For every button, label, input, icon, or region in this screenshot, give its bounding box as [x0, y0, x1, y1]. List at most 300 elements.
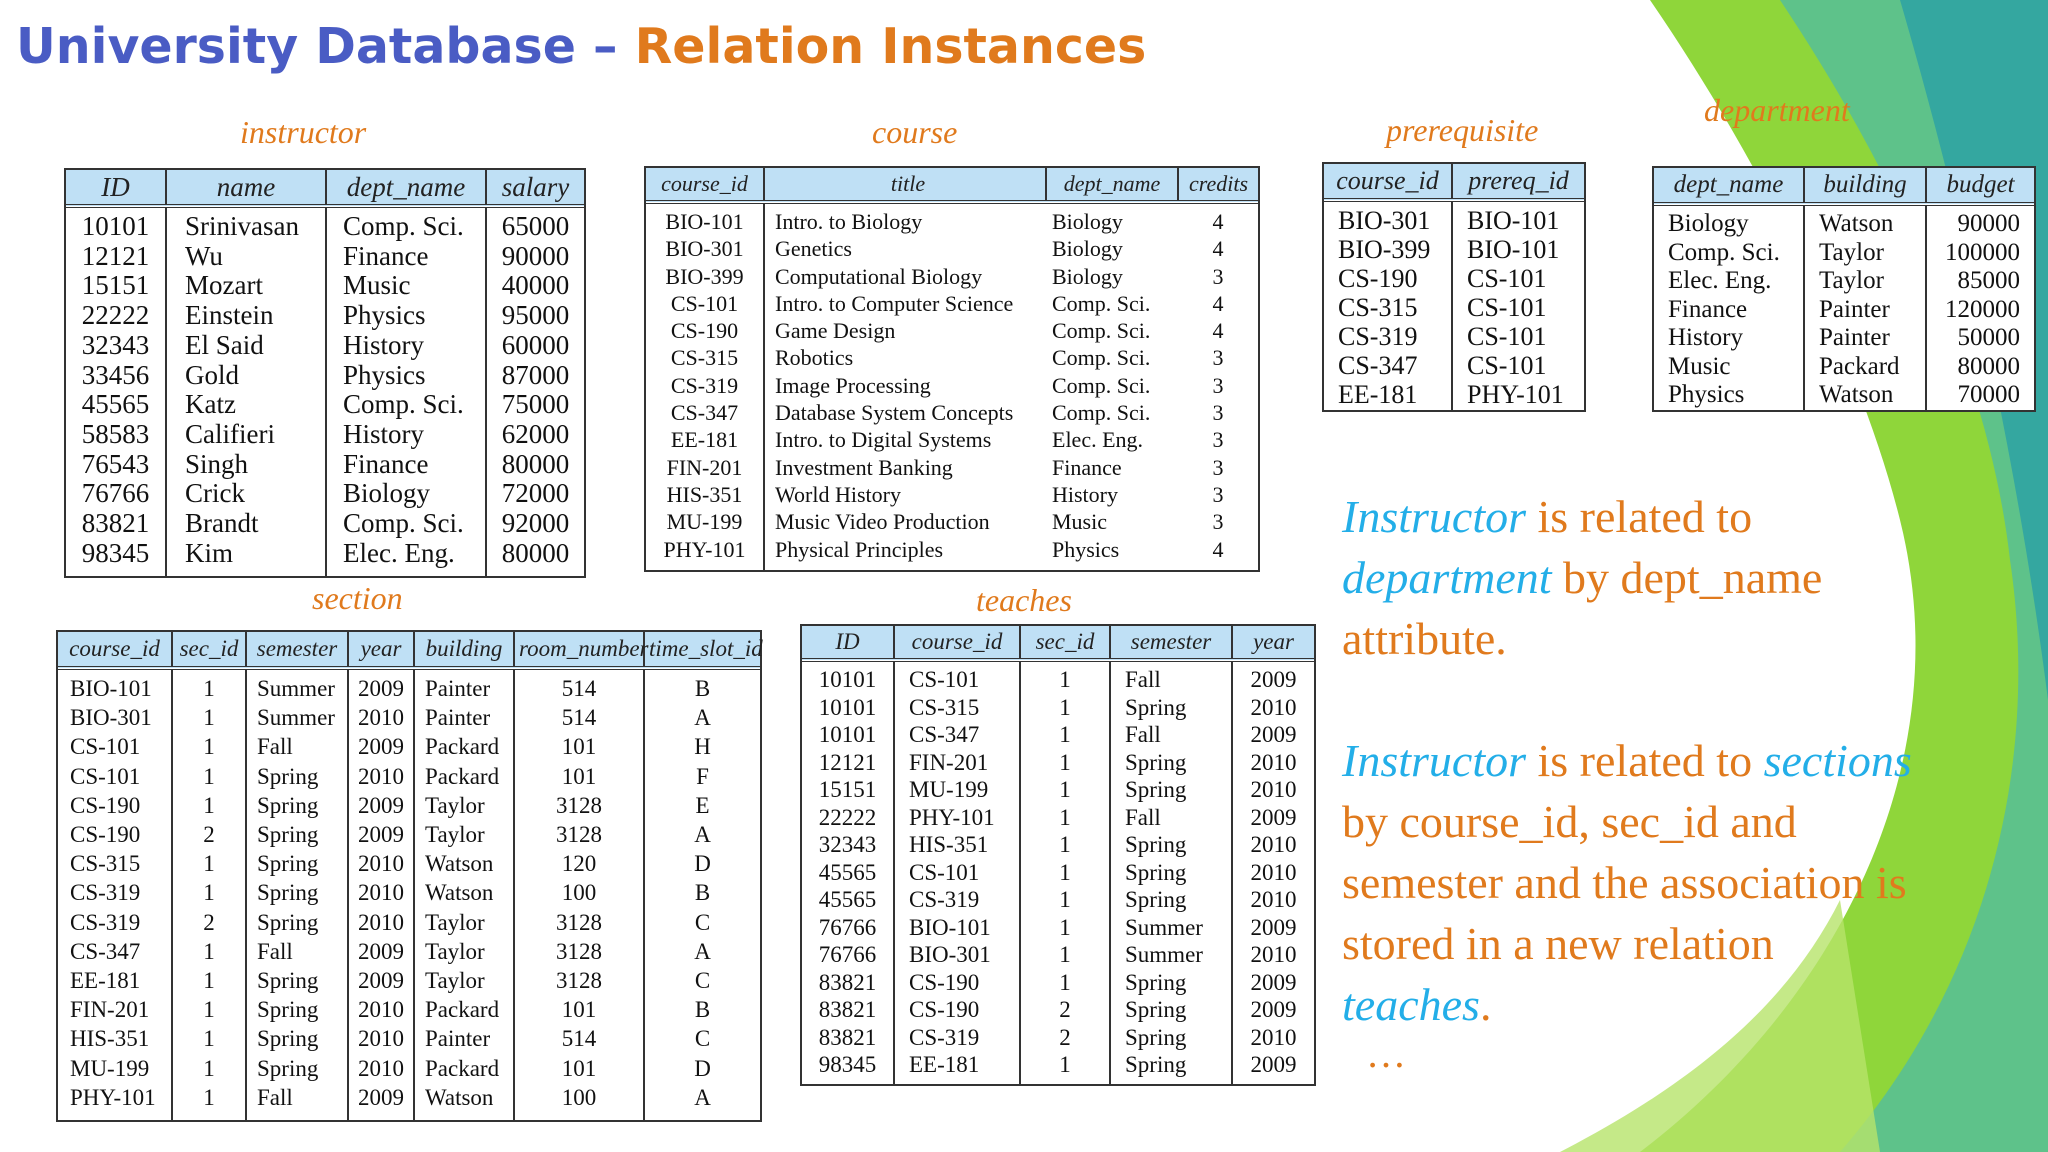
title-part-2: Relation Instances — [634, 18, 1147, 75]
cell: 90000 — [501, 240, 570, 271]
cell: 4 — [1212, 290, 1224, 316]
cell: 33456 — [81, 359, 150, 390]
cell: 1 — [203, 763, 215, 789]
cell: Spring — [257, 822, 319, 848]
cell: Finance — [343, 240, 429, 271]
cell: CS-315 — [1338, 293, 1418, 322]
cell: Fall — [1125, 667, 1161, 692]
prerequisite-table — [1322, 162, 1586, 412]
cell: 3 — [1212, 454, 1224, 480]
note-text: . — [1479, 979, 1492, 1030]
cell: CS-101 — [1467, 264, 1547, 293]
cell: 10101 — [818, 667, 877, 692]
cell: Packard — [1819, 352, 1900, 380]
cell: 1 — [203, 676, 215, 701]
cell: 2009 — [1250, 997, 1297, 1022]
cell: PHY-101 — [909, 804, 995, 830]
cell: 90000 — [1957, 210, 2020, 237]
cell: CS-190 — [670, 318, 739, 344]
cell: 80000 — [501, 537, 570, 568]
cell: 22222 — [81, 300, 150, 331]
cell: 2009 — [358, 822, 404, 848]
cell: CS-101 — [1467, 293, 1547, 322]
ellipsis: … — [1366, 1031, 1410, 1076]
cell: Brandt — [185, 508, 259, 539]
cell: Elec. Eng. — [343, 537, 455, 568]
cell: 101 — [561, 734, 597, 760]
cell: Intro. to Computer Science — [775, 290, 1014, 316]
cell: CS-347 — [670, 400, 739, 426]
cell: Comp. Sci. — [1052, 372, 1151, 398]
cell: Srinivasan — [185, 211, 299, 241]
course-header-title: title — [764, 168, 1046, 202]
cell: Spring — [257, 1026, 319, 1052]
section-table — [56, 630, 762, 1122]
cell: CS-190 — [70, 792, 141, 818]
cell: BIO-301 — [909, 942, 991, 967]
cell: Elec. Eng. — [1052, 427, 1144, 453]
cell: 2009 — [358, 968, 404, 994]
cell: 3 — [1212, 263, 1224, 289]
cell: EE-181 — [1338, 380, 1418, 409]
teaches-header-course-id: course_id — [894, 626, 1020, 660]
cell: 2 — [203, 822, 215, 848]
cell: CS-347 — [909, 722, 980, 747]
cell: 2009 — [358, 734, 404, 760]
cell: Packard — [425, 763, 500, 789]
table-row — [1654, 204, 2034, 410]
cell: Spring — [1125, 969, 1187, 995]
cell: Painter — [425, 705, 491, 731]
cell: Gold — [185, 359, 239, 390]
note-highlight: sections — [1763, 735, 1912, 786]
section-header-time-slot-id: time_slot_id — [644, 632, 760, 668]
cell: Taylor — [1819, 267, 1884, 294]
cell: Painter — [1819, 295, 1890, 323]
cell: Crick — [185, 478, 245, 509]
cell: 98345 — [818, 1052, 877, 1077]
cell: Physics — [1052, 536, 1120, 562]
instructor-header-id: ID — [66, 170, 166, 206]
note-highlight: Instructor — [1342, 491, 1526, 542]
cell: Physics — [343, 300, 426, 331]
cell: Summer — [1125, 942, 1203, 967]
cell: 1 — [1059, 1052, 1071, 1077]
course-header-credits: credits — [1178, 168, 1258, 202]
cell: 1 — [203, 997, 215, 1023]
cell: 10101 — [818, 694, 877, 720]
cell: CS-319 — [1338, 322, 1418, 351]
cell: Biology — [1052, 209, 1123, 234]
cell: CS-190 — [70, 822, 141, 848]
cell: 32343 — [818, 832, 877, 857]
cell: History — [1052, 481, 1118, 507]
cell: 1 — [1059, 914, 1071, 940]
cell: 3 — [1212, 345, 1224, 371]
cell: 22222 — [818, 804, 877, 830]
cell: 10101 — [818, 722, 877, 747]
prerequisite-caption: prerequisite — [1386, 112, 1539, 148]
cell: 76543 — [81, 448, 150, 479]
cell: Spring — [257, 792, 319, 818]
cell: HIS-351 — [70, 1026, 150, 1052]
cell: Taylor — [425, 822, 485, 848]
cell: 3 — [1212, 509, 1224, 535]
cell: 514 — [561, 1026, 597, 1052]
cell: C — [694, 1026, 711, 1052]
cell: 1 — [1059, 887, 1071, 912]
cell: 15151 — [81, 270, 150, 301]
cell: HIS-351 — [666, 481, 743, 507]
cell: El Said — [185, 329, 264, 360]
cell: 83821 — [818, 997, 877, 1022]
course-caption: course — [872, 114, 958, 150]
cell: 1 — [1059, 832, 1071, 857]
table-row — [1324, 200, 1584, 410]
cell: MU-199 — [666, 509, 743, 535]
cell: Physical Principles — [775, 536, 944, 562]
cell: History — [343, 329, 424, 360]
note-text: attribute. — [1342, 613, 1507, 664]
cell: Spring — [1125, 749, 1187, 775]
cell: Biology — [1052, 263, 1123, 289]
cell: 1 — [203, 734, 215, 760]
note-text: by dept_name — [1551, 552, 1823, 603]
cell: 3 — [1212, 481, 1224, 507]
cell: 120 — [561, 851, 597, 877]
cell: 1 — [1059, 694, 1071, 720]
cell: Painter — [425, 1026, 491, 1052]
cell: EE-181 — [670, 427, 739, 453]
cell: Intro. to Digital Systems — [775, 427, 992, 453]
cell: 40000 — [501, 270, 570, 301]
note-highlight: Instructor — [1342, 735, 1526, 786]
cell: CS-315 — [909, 694, 980, 720]
cell: Fall — [257, 1084, 293, 1110]
cell: 1 — [203, 880, 215, 906]
cell: 1 — [1059, 722, 1071, 747]
cell: 514 — [561, 705, 597, 731]
cell: 3 — [1212, 400, 1224, 426]
cell: Finance — [1052, 454, 1122, 480]
cell: 120000 — [1945, 295, 2020, 323]
cell: 1 — [203, 1026, 215, 1052]
cell: F — [696, 763, 709, 789]
cell: Fall — [1125, 722, 1161, 747]
cell: BIO-301 — [70, 705, 152, 731]
cell: 50000 — [1957, 324, 2020, 351]
department-header-dept-name: dept_name — [1654, 168, 1804, 204]
cell: 1 — [1059, 942, 1071, 967]
cell: CS-101 — [909, 859, 980, 885]
cell: 1 — [203, 938, 215, 964]
cell: CS-319 — [70, 909, 141, 935]
cell: Comp. Sci. — [343, 211, 464, 241]
note-highlight: department — [1342, 552, 1552, 603]
cell: Spring — [1125, 887, 1187, 912]
cell: 2009 — [1250, 969, 1297, 995]
cell: 58583 — [81, 418, 150, 449]
cell: Biology — [1668, 210, 1749, 237]
cell: 60000 — [501, 329, 570, 360]
cell: Mozart — [185, 270, 263, 301]
cell: BIO-399 — [665, 263, 744, 289]
cell: HIS-351 — [909, 832, 989, 857]
cell: 2010 — [1250, 694, 1297, 720]
cell: Robotics — [775, 345, 854, 371]
department-header-budget: budget — [1926, 168, 2034, 204]
cell: Biology — [343, 478, 431, 509]
cell: Comp. Sci. — [1052, 290, 1151, 316]
instructor-table — [64, 168, 586, 578]
cell: Califieri — [185, 418, 275, 449]
cell: Taylor — [425, 968, 485, 994]
cell: 1 — [203, 705, 215, 731]
cell: C — [694, 909, 711, 935]
cell: FIN-201 — [909, 749, 989, 775]
cell: Painter — [425, 676, 491, 701]
cell: 72000 — [501, 478, 570, 509]
cell: CS-101 — [909, 667, 980, 692]
cell: Taylor — [425, 909, 485, 935]
cell: Physics — [1668, 381, 1745, 408]
section-header-year: year — [348, 632, 414, 668]
cell: EE-181 — [909, 1052, 980, 1077]
cell: Genetics — [775, 236, 852, 262]
cell: 2010 — [1250, 777, 1297, 802]
cell: A — [694, 1084, 711, 1110]
cell: 45565 — [818, 859, 877, 885]
cell: 1 — [203, 792, 215, 818]
cell: D — [694, 1055, 711, 1081]
instructor-caption: instructor — [240, 114, 367, 150]
cell: CS-319 — [670, 372, 739, 398]
cell: History — [343, 418, 424, 449]
cell: Music Video Production — [775, 509, 990, 535]
cell: BIO-101 — [909, 914, 991, 940]
page-title — [16, 18, 1146, 75]
cell: 98345 — [81, 537, 150, 568]
cell: Game Design — [775, 318, 896, 344]
cell: CS-347 — [1338, 351, 1418, 380]
cell: 3128 — [556, 792, 602, 818]
note-teaches-relation — [1342, 730, 1912, 1035]
cell: CS-101 — [1467, 351, 1547, 380]
cell: 2009 — [1250, 804, 1297, 830]
cell: 83821 — [81, 508, 150, 539]
cell: CS-101 — [1467, 322, 1547, 351]
section-header-building: building — [414, 632, 514, 668]
cell: Biology — [1052, 236, 1123, 262]
cell: 12121 — [81, 240, 150, 271]
cell: Einstein — [185, 300, 274, 331]
cell: 100 — [561, 1084, 597, 1110]
cell: 2010 — [1250, 887, 1297, 912]
cell: 101 — [561, 1055, 597, 1081]
cell: C — [694, 968, 711, 994]
teaches-header-semester: semester — [1110, 626, 1232, 660]
cell: CS-315 — [70, 851, 141, 877]
cell: A — [694, 938, 711, 964]
note-text: stored in a new relation — [1342, 918, 1774, 969]
section-header-room-number: room_number — [514, 632, 644, 668]
cell: Computational Biology — [775, 263, 983, 289]
note-department-relation — [1342, 486, 1822, 669]
cell: 1 — [203, 968, 215, 994]
cell: BIO-301 — [665, 236, 744, 262]
cell: 83821 — [818, 969, 877, 995]
cell: Taylor — [425, 792, 485, 818]
cell: E — [695, 792, 710, 818]
cell: 1 — [203, 1084, 215, 1110]
cell: BIO-101 — [665, 209, 744, 234]
cell: Spring — [1125, 1052, 1187, 1077]
cell: BIO-101 — [1467, 206, 1560, 235]
cell: Packard — [425, 1055, 500, 1081]
cell: 2009 — [358, 792, 404, 818]
cell: Music — [343, 270, 411, 301]
table-row — [802, 660, 1314, 1084]
note-text: by course_id, sec_id and — [1342, 796, 1797, 847]
cell: 80000 — [1957, 352, 2020, 380]
cell: Fall — [257, 938, 293, 964]
cell: Comp. Sci. — [1052, 318, 1151, 344]
cell: B — [694, 880, 711, 906]
cell: 2010 — [1250, 859, 1297, 885]
cell: CS-101 — [670, 290, 739, 316]
cell: B — [694, 676, 711, 701]
cell: BIO-101 — [1467, 235, 1560, 264]
cell: 3 — [1212, 372, 1224, 398]
cell: Music — [1052, 509, 1107, 535]
cell: Comp. Sci. — [343, 389, 464, 420]
cell: History — [1668, 324, 1743, 351]
cell: 2009 — [1250, 667, 1297, 692]
cell: Spring — [257, 909, 319, 935]
cell: BIO-399 — [1338, 235, 1431, 264]
cell: A — [694, 822, 711, 848]
cell: CS-347 — [70, 938, 141, 964]
cell: PHY-101 — [663, 536, 746, 562]
cell: 32343 — [81, 329, 150, 360]
cell: 2009 — [358, 1084, 404, 1110]
cell: FIN-201 — [666, 454, 743, 480]
cell: Summer — [257, 676, 335, 701]
teaches-header-sec-id: sec_id — [1020, 626, 1110, 660]
department-table — [1652, 166, 2036, 412]
cell: 87000 — [501, 359, 570, 390]
note-text: is related to — [1526, 491, 1753, 542]
cell: CS-101 — [70, 734, 141, 760]
department-header-building: building — [1804, 168, 1926, 204]
course-table — [644, 166, 1260, 572]
prerequisite-header-prereq-id: prereq_id — [1452, 164, 1584, 200]
cell: Comp. Sci. — [343, 508, 464, 539]
cell: 3128 — [556, 822, 602, 848]
cell: 100 — [561, 880, 597, 906]
cell: 3128 — [556, 909, 602, 935]
cell: 2010 — [358, 851, 404, 877]
section-header-course-id: course_id — [58, 632, 172, 668]
cell: Watson — [1819, 381, 1894, 408]
cell: 2010 — [358, 705, 404, 731]
cell: 2009 — [1250, 722, 1297, 747]
cell: CS-190 — [909, 969, 980, 995]
cell: CS-190 — [909, 997, 980, 1022]
cell: BIO-301 — [1338, 206, 1431, 235]
cell: Watson — [425, 1084, 494, 1110]
cell: 62000 — [501, 418, 570, 449]
cell: 4 — [1212, 318, 1224, 344]
cell: CS-319 — [70, 880, 141, 906]
cell: 1 — [203, 1055, 215, 1081]
cell: CS-190 — [1338, 264, 1418, 293]
note-text: semester and the association is — [1342, 857, 1907, 908]
cell: Painter — [1819, 324, 1890, 351]
cell: Comp. Sci. — [1052, 345, 1151, 371]
cell: Watson — [425, 851, 494, 877]
cell: 4 — [1212, 536, 1224, 562]
teaches-caption: teaches — [976, 582, 1072, 618]
note-text: is related to — [1526, 735, 1764, 786]
cell: Fall — [1125, 804, 1161, 830]
cell: A — [694, 705, 711, 731]
instructor-header-dept-name: dept_name — [326, 170, 486, 206]
cell: 2010 — [1250, 749, 1297, 775]
cell: Spring — [257, 997, 319, 1023]
cell: 1 — [203, 851, 215, 877]
cell: 4 — [1212, 236, 1224, 262]
cell: Packard — [425, 997, 500, 1023]
cell: 1 — [1059, 804, 1071, 830]
cell: Singh — [185, 448, 249, 479]
cell: Spring — [1125, 997, 1187, 1022]
cell: Spring — [1125, 694, 1187, 720]
cell: 2010 — [358, 997, 404, 1023]
cell: Database System Concepts — [775, 400, 1014, 426]
cell: Spring — [257, 851, 319, 877]
cell: 3128 — [556, 938, 602, 964]
cell: 76766 — [818, 942, 877, 967]
cell: BIO-101 — [70, 676, 152, 701]
cell: 2 — [203, 909, 215, 935]
cell: MU-199 — [909, 777, 989, 802]
table-row — [66, 206, 584, 576]
instructor-header-name: name — [166, 170, 326, 206]
section-header-semester: semester — [246, 632, 348, 668]
note-highlight: teaches — [1342, 979, 1480, 1030]
cell: 2 — [1059, 997, 1071, 1022]
cell: 2010 — [358, 763, 404, 789]
cell: Comp. Sci. — [1668, 238, 1780, 266]
cell: H — [694, 734, 711, 760]
section-caption: section — [312, 580, 403, 616]
cell: 1 — [1059, 667, 1071, 692]
cell: CS-319 — [909, 887, 980, 912]
cell: Finance — [1668, 295, 1748, 323]
cell: FIN-201 — [70, 997, 150, 1023]
cell: 2010 — [358, 880, 404, 906]
cell: Spring — [257, 880, 319, 906]
cell: 12121 — [818, 749, 877, 775]
teaches-header-year: year — [1232, 626, 1314, 660]
cell: Comp. Sci. — [1052, 400, 1151, 426]
cell: MU-199 — [70, 1055, 150, 1081]
cell: CS-319 — [909, 1024, 980, 1050]
prerequisite-header-course-id: course_id — [1324, 164, 1452, 200]
cell: PHY-101 — [70, 1084, 156, 1110]
cell: Watson — [1819, 210, 1894, 237]
